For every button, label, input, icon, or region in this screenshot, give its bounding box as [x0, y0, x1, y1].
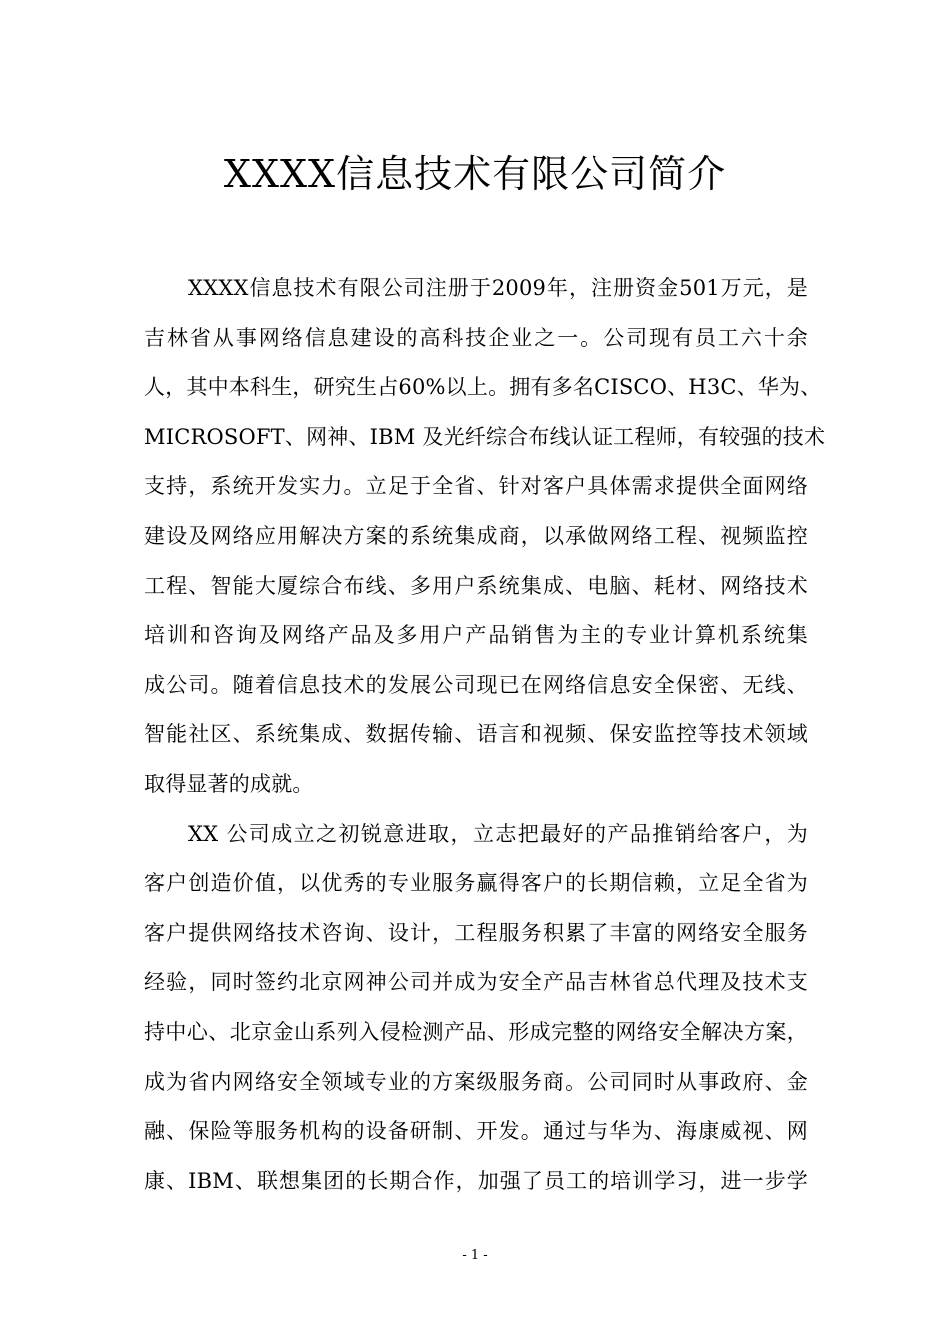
- paragraph-line: 客户创造价值，以优秀的专业服务赢得客户的长期信赖，立足全省为: [144, 871, 808, 896]
- paragraph-line: 融、保险等服务机构的设备研制、开发。通过与华为、海康威视、网: [144, 1119, 808, 1144]
- paragraph-line: XX 公司成立之初锐意进取，立志把最好的产品推销给客户，为: [188, 821, 808, 846]
- paragraph-line: 人，其中本科生，研究生占60%以上。拥有多名CISCO、H3C、华为、: [144, 375, 822, 400]
- paragraph-line: XXXX信息技术有限公司注册于2009年，注册资金501万元，是: [188, 276, 808, 300]
- paragraph-company-overview: [144, 264, 826, 810]
- page-number: - 1 -: [462, 1248, 488, 1263]
- paragraph-line: 成公司。随着信息技术的发展公司现已在网络信息安全保密、无线、: [144, 672, 808, 697]
- paragraph-line: 建设及网络应用解决方案的系统集成商，以承做网络工程、视频监控: [144, 523, 808, 548]
- paragraph-line: 培训和咨询及网络产品及多用户产品销售为主的专业计算机系统集: [144, 623, 808, 648]
- paragraph-line: MICROSOFT、网神、IBM 及光纤综合布线认证工程师，有较强的技术: [144, 424, 826, 449]
- paragraph-line: 吉林省从事网络信息建设的高科技企业之一。公司现有员工六十余: [144, 325, 808, 350]
- paragraph-line: 持中心、北京金山系列入侵检测产品、形成完整的网络安全解决方案，: [144, 1019, 808, 1044]
- paragraph-line: 客户提供网络技术咨询、设计，工程服务积累了丰富的网络安全服务: [144, 920, 808, 945]
- document-body: [144, 264, 826, 1206]
- paragraph-line: 康、IBM、联想集团的长期合作，加强了员工的培训学习，进一步学: [144, 1168, 808, 1193]
- paragraph-company-history: [144, 810, 808, 1207]
- paragraph-line: 成为省内网络安全领域专业的方案级服务商。公司同时从事政府、金: [144, 1069, 808, 1094]
- paragraph-line: 支持，系统开发实力。立足于全省、针对客户具体需求提供全面网络: [144, 474, 808, 499]
- paragraph-line: 取得显著的成就。: [144, 771, 314, 796]
- paragraph-line: 经验，同时签约北京网神公司并成为安全产品吉林省总代理及技术支: [144, 970, 808, 995]
- paragraph-line: 工程、智能大厦综合布线、多用户系统集成、电脑、耗材、网络技术: [144, 573, 808, 598]
- paragraph-line: 智能社区、系统集成、数据传输、语言和视频、保安监控等技术领域: [144, 722, 808, 747]
- document-title: XXXX信息技术有限公司简介: [223, 152, 727, 196]
